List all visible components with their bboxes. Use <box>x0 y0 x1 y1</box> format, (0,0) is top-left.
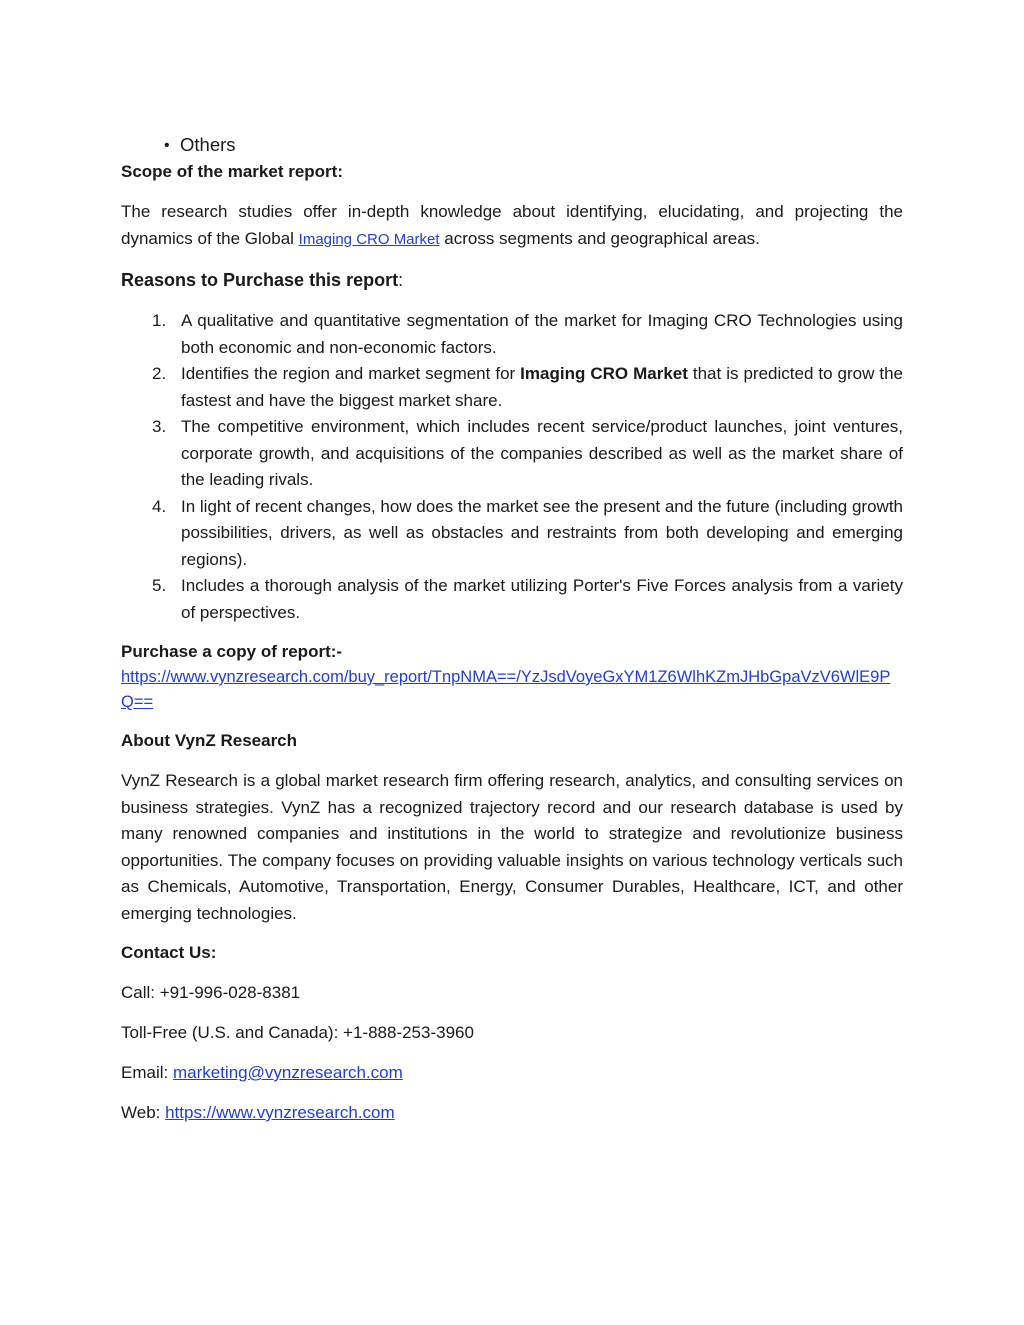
list-number: 4. <box>152 496 167 516</box>
list-text-pre: Identifies the region and market segment for <box>181 364 521 383</box>
purchase-link[interactable]: https://www.vynzresearch.com/buy_report/TnpNMA==/YzJsdVoyeGxYM1Z6WlhKZmJHbGpaVzV6WlE9PQ== <box>121 668 891 711</box>
contact-web <box>121 1100 903 1126</box>
list-item <box>121 308 903 361</box>
list-item <box>121 573 903 626</box>
bullet-icon: • <box>164 137 170 154</box>
list-number: 1. <box>152 311 167 330</box>
list-text-post: that is predicted to grow the fastest and have the biggest market share. <box>181 364 904 410</box>
list-number: 5. <box>152 576 167 595</box>
reasons-heading-text: Reasons to Purchase this report <box>121 270 399 290</box>
web-label: Web: <box>121 1103 166 1122</box>
document-page <box>121 133 903 1126</box>
list-text: A qualitative and quantitative segmentation of the market for Imaging CRO Technologies using both economic and non-economic factors. <box>181 311 903 357</box>
list-number: 3. <box>152 417 167 436</box>
list-number: 2. <box>152 364 167 383</box>
reasons-list <box>121 308 903 626</box>
purchase-heading: Purchase a copy of report:- <box>121 642 343 661</box>
list-text: In light of recent changes, how does the market see the present and the future (including growth possibilities, drivers, as well as obstacles and restraints from both developing and emerging regions). <box>181 496 903 569</box>
list-text-bold: Imaging CRO Market <box>520 364 688 383</box>
scope-text-after: across segments and geographical areas. <box>439 228 760 248</box>
bullet-text: Others <box>180 134 236 155</box>
list-text: Includes a thorough analysis of the market utilizing Porter's Five Forces analysis from a variety of perspectives. <box>181 576 903 622</box>
email-link[interactable]: marketing@vynzresearch.com <box>172 1063 403 1082</box>
reasons-heading <box>121 266 903 294</box>
email-label: Email: <box>121 1063 173 1082</box>
list-item <box>121 494 903 574</box>
imaging-cro-market-link[interactable]: Imaging CRO Market <box>298 230 440 248</box>
scope-heading: Scope of the market report: <box>121 162 343 181</box>
reasons-heading-colon: : <box>398 270 404 290</box>
contact-tollfree: Toll-Free (U.S. and Canada): +1-888-253-3960 <box>121 1023 474 1042</box>
scope-text-before: The research studies offer in-depth knowledge about identifying, elucidating, and projecting the dynamics of the Global <box>121 202 903 248</box>
about-heading: About VynZ Research <box>121 731 298 750</box>
contact-call: Call: +91-996-028-8381 <box>121 983 301 1002</box>
list-item <box>121 414 903 494</box>
bullet-item <box>121 133 903 159</box>
scope-paragraph <box>121 199 903 253</box>
web-link[interactable]: https://www.vynzresearch.com <box>165 1103 395 1122</box>
about-paragraph: VynZ Research is a global market research firm offering research, analytics, and consulting services on business strategies. VynZ has a recognized trajectory record and our research database is used by many renowned companies and institutions in the world to strategize and revolutionize business opportunities. The company focuses on providing valuable insights on various technology verticals such as Chemicals, Automotive, Transportation, Energy, Consumer Durables, Healthcare, ICT, and other emerging technologies. <box>121 771 903 923</box>
list-text: The competitive environment, which includes recent service/product launches, joint ventures, corporate growth, and acquisitions of the companies described as well as the market share of the leading rivals. <box>181 417 903 489</box>
list-item <box>121 361 903 414</box>
contact-email <box>121 1060 903 1086</box>
contact-heading: Contact Us: <box>121 943 217 962</box>
